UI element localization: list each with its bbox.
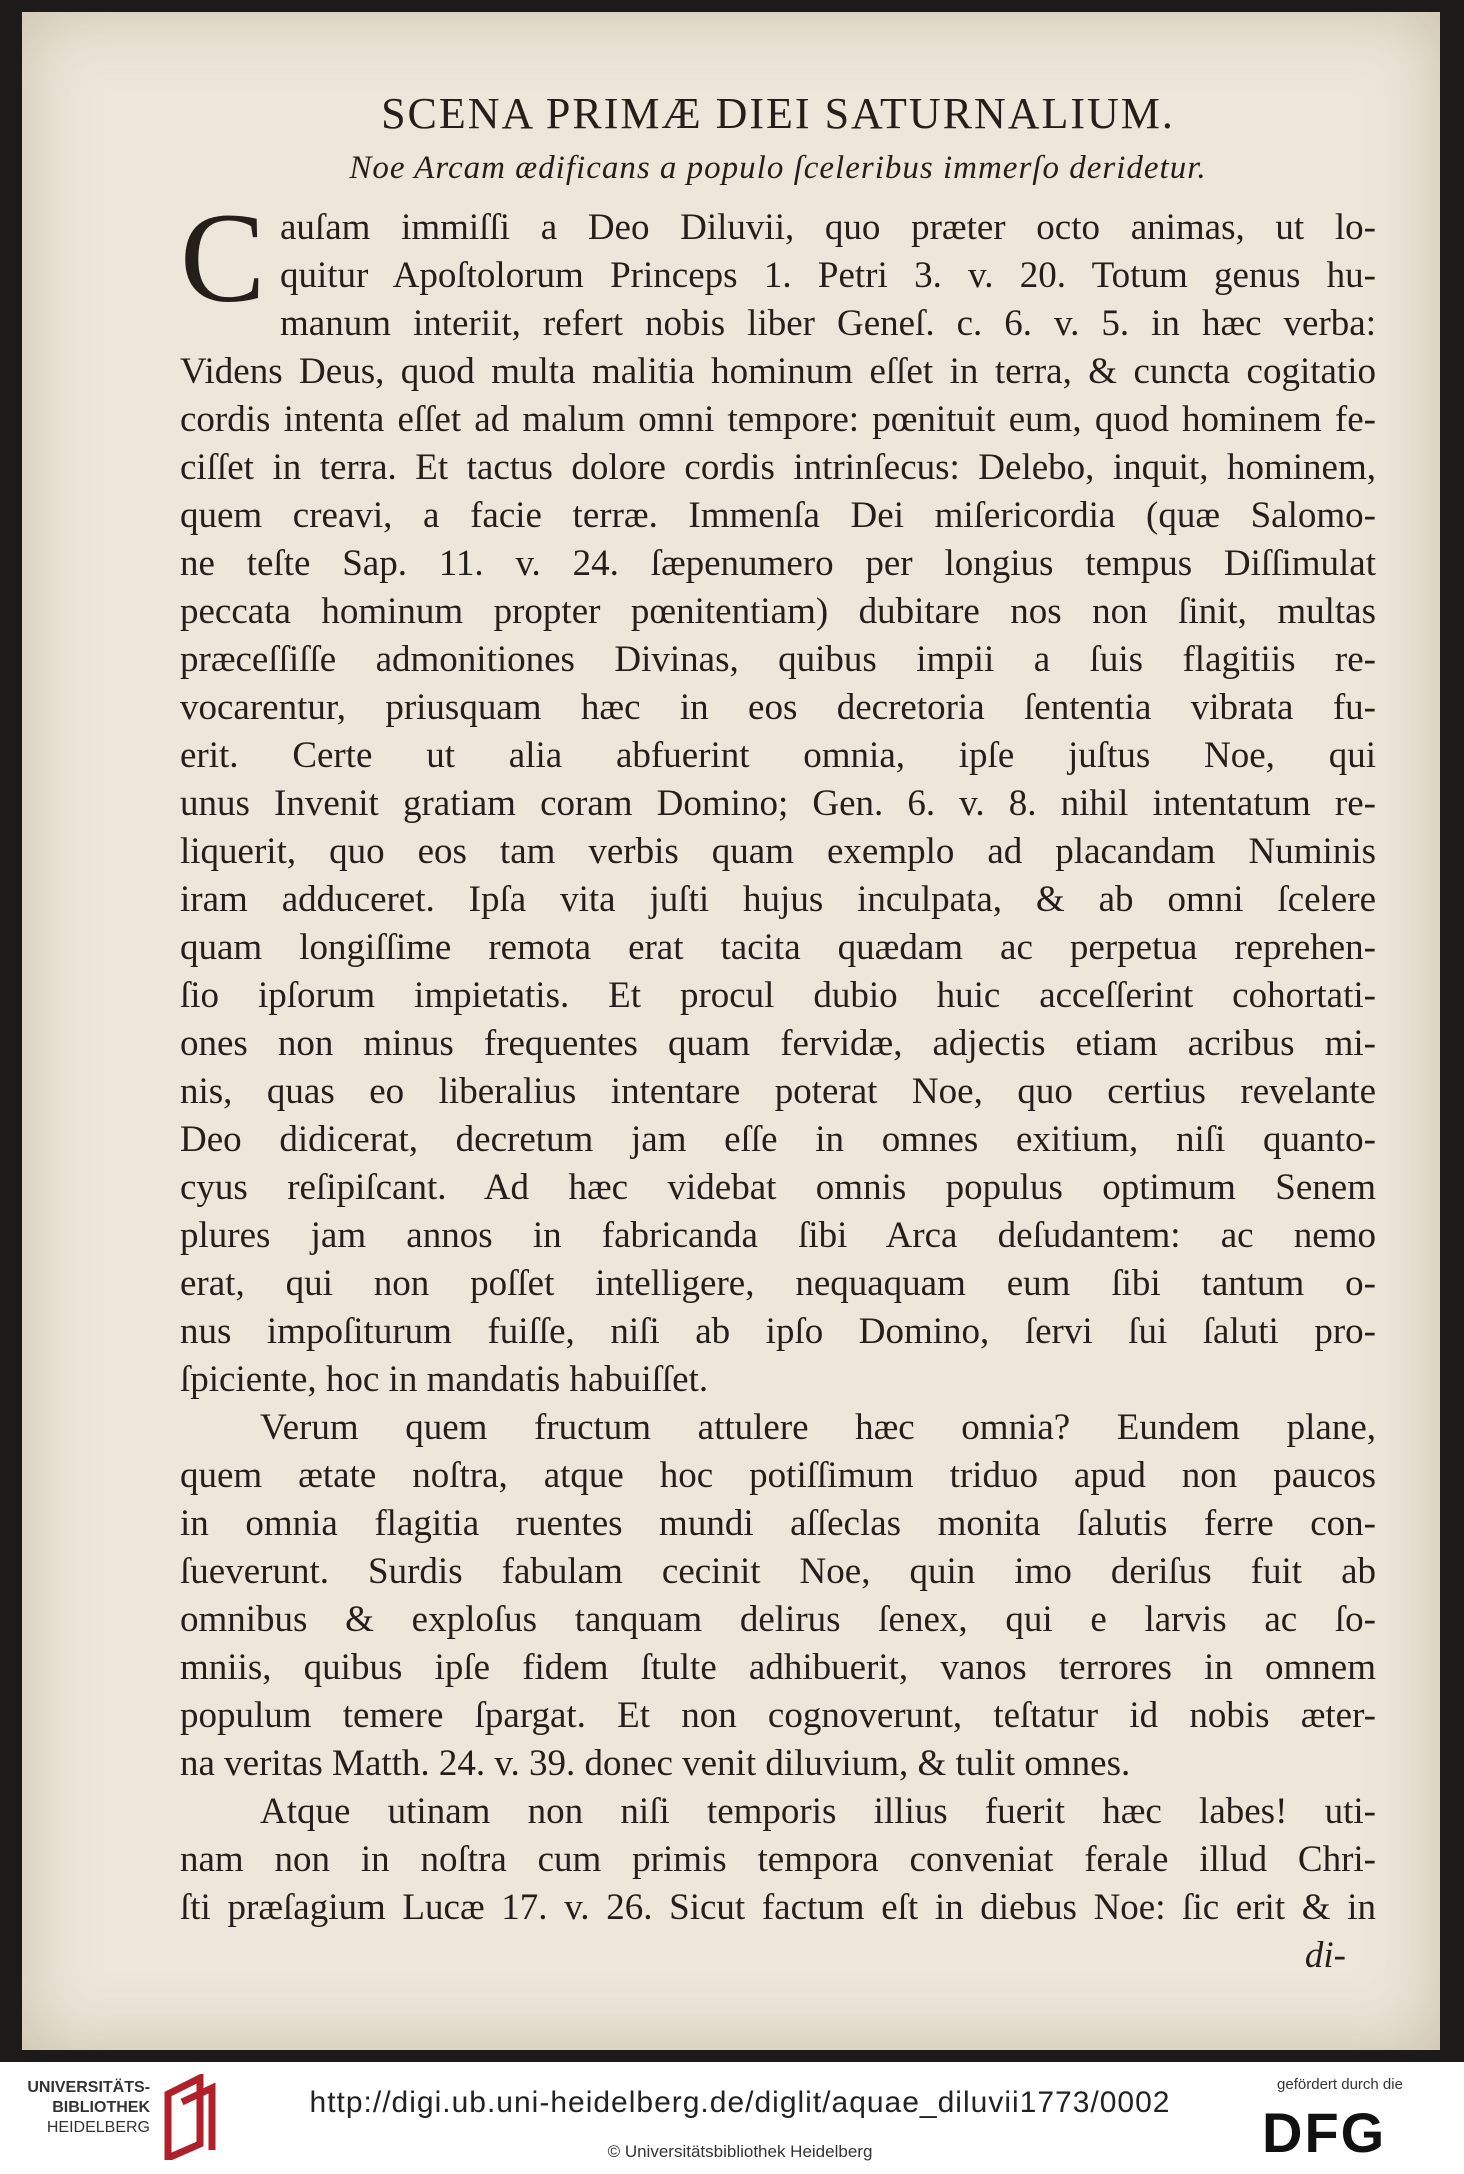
text-line: in omnia flagitia ruentes mundi aſſeclas monita ſalutis ferre con-	[180, 1503, 1376, 1544]
text-line: nam non in noſtra cum primis tempora conveniat ferale illud Chri-	[180, 1839, 1376, 1880]
text-line: auſam immiſſi a Deo Diluvii, quo præter octo animas, ut lo-	[280, 207, 1376, 248]
text-line: ne teſte Sap. 11. v. 24. ſæpenumero per longius tempus Diſſimulat	[180, 543, 1376, 584]
text-line: mniis, quibus ipſe fidem ſtulte adhibuerit, vanos terrores in omnem	[180, 1647, 1376, 1688]
page-subtitle: Noe Arcam ædificans a populo ſceleribus immerſo deridetur.	[349, 150, 1207, 186]
text-line: ſpiciente, hoc in mandatis habuiſſet.	[180, 1359, 709, 1400]
text-line: ciſſet in terra. Et tactus dolore cordis intrinſecus: Delebo, inquit, hominem,	[180, 447, 1376, 488]
text-line: Videns Deus, quod multa malitia hominum eſſet in terra, & cuncta cogitatio	[180, 351, 1376, 392]
text-line: ſti præſagium Lucæ 17. v. 26. Sicut factum eſt in diebus Noe: ſic erit & in	[180, 1887, 1376, 1928]
page-title: SCENA PRIMÆ DIEI SATURNALIUM.	[381, 89, 1175, 138]
text-line: nis, quas eo liberalius intentare poterat Noe, quo certius revelante	[180, 1071, 1376, 1112]
text-line: ſio ipſorum impietatis. Et procul dubio huic acceſſerint cohortati-	[180, 975, 1376, 1016]
text-line: peccata hominum propter pœnitentiam) dubitare nos non ſinit, multas	[180, 591, 1376, 632]
text-line: erat, qui non poſſet intelligere, nequaquam eum ſibi tantum o-	[180, 1263, 1376, 1304]
text-line: populum temere ſpargat. Et non cognoverunt, teſtatur id nobis æter-	[180, 1695, 1376, 1736]
library-line-3: HEIDELBERG	[46, 2119, 150, 2136]
text-line: manum interiit, refert nobis liber Geneſ. c. 6. v. 5. in hæc verba:	[280, 303, 1376, 344]
text-line: Verum quem fructum attulere hæc omnia? Eundem plane,	[260, 1407, 1376, 1448]
text-line: iram adduceret. Ipſa vita juſti hujus inculpata, & ab omni ſcelere	[180, 879, 1376, 920]
library-line-2: BIBLIOTHEK	[52, 2099, 150, 2116]
source-url-link[interactable]: http://digi.ub.uni-heidelberg.de/diglit/aquae_diluvii1773/0002	[309, 2086, 1171, 2119]
text-line: cyus reſipiſcant. Ad hæc videbat omnis populus optimum Senem	[180, 1167, 1376, 1208]
text-line: unus Invenit gratiam coram Domino; Gen. 6. v. 8. nihil intentatum re-	[180, 783, 1376, 824]
text-line: quitur Apoſtolorum Princeps 1. Petri 3. v. 20. Totum genus hu-	[280, 255, 1376, 296]
text-line: plures jam annos in fabricanda ſibi Arca deſudantem: ac nemo	[180, 1215, 1376, 1256]
drop-cap: C	[180, 187, 266, 329]
text-line: quem creavi, a facie terræ. Immenſa Dei miſericordia (quæ Salomo-	[180, 495, 1376, 536]
text-line: præceſſiſſe admonitiones Divinas, quibus impii a ſuis flagitiis re-	[180, 639, 1376, 680]
text-line: Deo didicerat, decretum jam eſſe in omnes exitium, niſi quanto-	[180, 1119, 1376, 1160]
footer-bar	[0, 2062, 1464, 2174]
text-line: liquerit, quo eos tam verbis quam exemplo ad placandam Numinis	[180, 831, 1376, 872]
text-line: erit. Certe ut alia abfuerint omnia, ipſe juſtus Noe, qui	[180, 735, 1376, 776]
text-line: ones non minus frequentes quam fervidæ, adjectis etiam acribus mi-	[180, 1023, 1376, 1064]
library-name	[0, 2078, 150, 2138]
page-text	[180, 70, 1376, 1980]
text-line: cordis intenta eſſet ad malum omni tempore: pœnituit eum, quod hominem fe-	[180, 399, 1376, 440]
dfg-logo: DFG	[1262, 2101, 1387, 2164]
text-line: na veritas Matth. 24. v. 39. donec venit diluvium, & tulit omnes.	[180, 1743, 1131, 1784]
body-text	[180, 187, 1376, 1932]
catchword: di-	[1304, 1935, 1346, 1976]
library-line-1: UNIVERSITÄTS-	[27, 2079, 150, 2096]
text-line: vocarentur, priusquam hæc in eos decretoria ſententia vibrata fu-	[180, 687, 1376, 728]
text-line: quam longiſſime remota erat tacita quædam ac perpetua reprehen-	[180, 927, 1376, 968]
funded-by-text: gefördert durch die	[1277, 2076, 1403, 2093]
library-logo-icon	[160, 2074, 220, 2160]
copyright-text: © Universitätsbibliothek Heidelberg	[607, 2142, 873, 2161]
text-line: Atque utinam non niſi temporis illius fuerit hæc labes! uti-	[260, 1791, 1376, 1832]
text-line: nus impoſiturum fuiſſe, niſi ab ipſo Domino, ſervi ſui ſaluti pro-	[180, 1311, 1376, 1352]
text-line: omnibus & exploſus tanquam delirus ſenex, qui e larvis ac ſo-	[180, 1599, 1376, 1640]
text-line: quem ætate noſtra, atque hoc potiſſimum triduo apud non paucos	[180, 1455, 1376, 1496]
text-line: ſueverunt. Surdis fabulam cecinit Noe, quin imo deriſus fuit ab	[180, 1551, 1376, 1592]
